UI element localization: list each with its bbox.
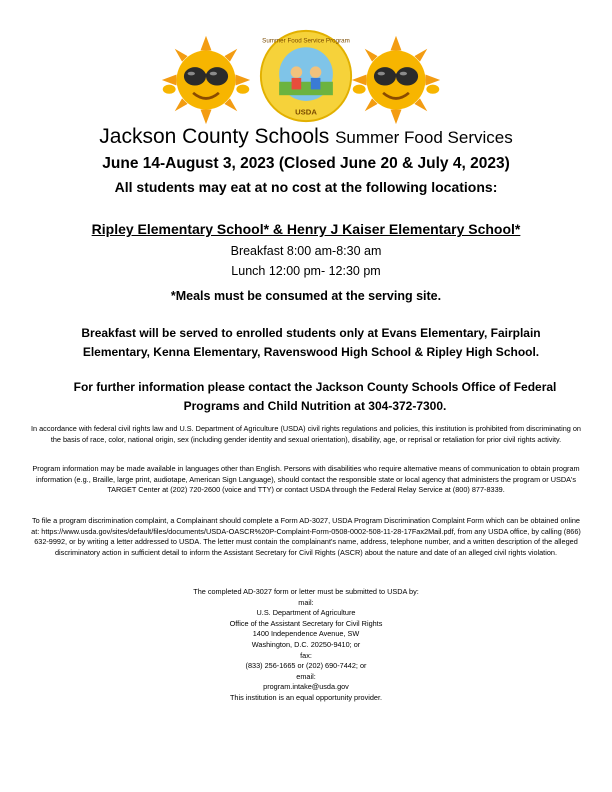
contact-note: For further information please contact the Jackson County Schools Office of Federal Programs and Child Nutrition at 304-372-7300. xyxy=(73,380,557,413)
submission-line: (833) 256-1665 or (202) 690-7442; or xyxy=(245,661,367,671)
logo-text-top: Summer Food Service Program xyxy=(262,37,350,45)
equal-opportunity-statement: This institution is an equal opportunity provider. xyxy=(229,692,383,702)
submission-line: Washington, D.C. 20250-9410; or xyxy=(251,639,361,649)
submission-line: The completed AD-3027 form or letter must be submitted to USDA by: xyxy=(193,587,419,596)
consume-note: *Meals must be consumed at the serving site. xyxy=(170,289,442,303)
submission-block xyxy=(30,587,582,704)
language-access-paragraph: Program information may be made available in languages other than English. Persons with disabilities who require alternative means of communication to obtain program information (e.g., Braille, large print, audiotape, American Sign Language), should contact the responsible state or local agency that administers the program or USDA's TARGET Center at (202) 720-2600 (voice and TTY) or contact USDA through the Federal Relay Service at (800) 877-8339. xyxy=(32,464,580,495)
submission-line: 1400 Independence Avenue, SW xyxy=(252,629,360,639)
lunch-time: Lunch 12:00 pm- 12:30 pm xyxy=(231,264,381,278)
program-dates: June 14-August 3, 2023 (Closed June 20 & July 4, 2023) xyxy=(102,155,510,172)
serving-schools: Ripley Elementary School* & Henry J Kaiser Elementary School* xyxy=(91,221,521,237)
submission-line: fax: xyxy=(300,650,312,660)
sun-with-sunglasses-icon xyxy=(160,34,252,126)
title-main: Jackson County Schools xyxy=(99,125,330,148)
page-title xyxy=(0,124,612,151)
submission-line: Office of the Assistant Secretary for Civil Rights xyxy=(229,618,383,628)
eat-free-heading: All students may eat at no cost at the following locations: xyxy=(114,179,498,195)
breakfast-time: Breakfast 8:00 am-8:30 am xyxy=(230,244,382,258)
complaint-paragraph: To file a program discrimination complaint, a Complainant should complete a Form AD-3027, USDA Program Discrimination Complaint Form which can be obtained online at: https://www.usda.gov/sites/default/files/documents/USDA-OASCR%20P-Complaint-Form-0508-0002-508-11-28-17Fax2Mail.pdf, from any USDA office, by calling (866) 632-9992, or by writing a letter addressed to USDA. The letter must contain the complainant's name, address, telephone number, and a written description of the alleged discriminatory action in sufficient detail to inform the Assistant Secretary for Civil Rights (ASCR) about the nature and date of an alleged civil rights violation. xyxy=(31,516,581,557)
submission-line: U.S. Department of Agriculture xyxy=(256,608,356,618)
breakfast-note: Breakfast will be served to enrolled students only at Evans Elementary, Fairplain Elementary, Kenna Elementary, Ravenswood High School & Ripley High School. xyxy=(81,326,541,359)
sun-with-sunglasses-icon xyxy=(350,34,442,126)
civil-rights-paragraph: In accordance with federal civil rights law and U.S. Department of Agriculture (USDA) civil rights regulations and policies, this institution is prohibited from discriminating on the basis of race, color, national origin, sex (including gender identity and sexual orientation), disability, age, or reprisal or retaliation for prior civil rights activity. xyxy=(31,424,581,444)
logo-text-bottom: USDA xyxy=(295,107,317,117)
submission-line: email: xyxy=(296,671,316,681)
title-sub: Summer Food Services xyxy=(335,128,513,147)
email-address: program.intake@usda.gov xyxy=(263,682,349,692)
summer-food-service-program-logo xyxy=(258,28,354,124)
submission-line: mail: xyxy=(298,597,314,607)
